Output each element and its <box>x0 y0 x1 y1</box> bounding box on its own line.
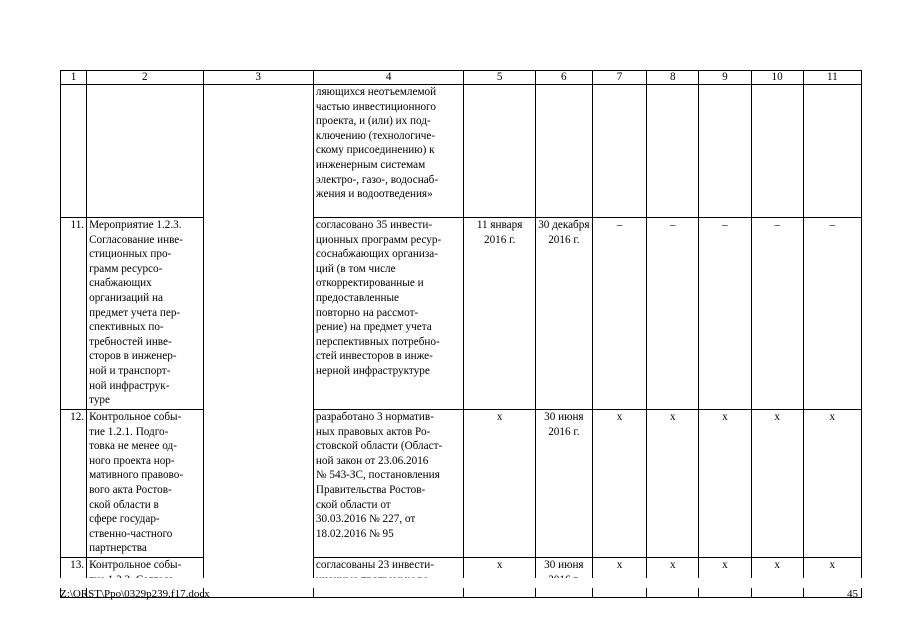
page-number: 45 <box>847 588 858 600</box>
event-name: Контрольное собы- тие 1.2.1. Подго- товка не менее од- ного проекта нор- мативного правово- вого акта Ростов- ской области в сфере государ- ственно-частного партнерства <box>87 410 203 558</box>
event-name <box>87 85 203 218</box>
value-7 <box>592 85 646 218</box>
value-10: х <box>751 410 803 558</box>
responsible-executor-cell <box>203 85 313 598</box>
value-8 <box>647 85 699 218</box>
value-9 <box>699 85 751 218</box>
end-date: 30 июня 2016 г. <box>535 410 592 558</box>
col-header-10: 10 <box>751 71 803 85</box>
value-10 <box>751 85 803 218</box>
value-7: – <box>592 218 646 410</box>
col-header-3: 3 <box>203 71 313 85</box>
value-7: х <box>592 558 646 598</box>
table-row <box>61 85 862 218</box>
table-row <box>61 410 862 558</box>
value-9: х <box>699 558 751 598</box>
value-8: х <box>647 410 699 558</box>
row-number: 12. <box>61 410 87 558</box>
event-name: Контрольное собы- <box>87 558 203 598</box>
col-header-1: 1 <box>61 71 87 85</box>
value-9: х <box>699 410 751 558</box>
file-path: Z:\ORST\Ppo\0329p239.f17.docx <box>60 588 210 600</box>
col-header-8: 8 <box>647 71 699 85</box>
row-number: 13. <box>61 558 87 598</box>
row-number <box>61 85 87 218</box>
col-header-9: 9 <box>699 71 751 85</box>
value-9: – <box>699 218 751 410</box>
col-header-11: 11 <box>803 71 861 85</box>
col-header-2: 2 <box>87 71 203 85</box>
result-text: разработано 3 норматив- ных правовых актов Ро- стовской области (Област- ной закон от 23.06.2016 № 543-ЗС, постановления Правительства Ростов- ской области от 30.03.2016 № 227, от 18.02.2016 № 95 <box>313 410 464 558</box>
start-date: 11 января 2016 г. <box>464 218 535 410</box>
value-11 <box>803 85 861 218</box>
end-date: 30 декабря 2016 г. <box>535 218 592 410</box>
page-bottom-margin <box>0 578 905 588</box>
event-name: Мероприятие 1.2.3. Согласование инве- стиционных про- грамм ресурсо- снабжающих организаций на предмет учета пер- спективных по- требностей инве- сторов в инженер- ной и транспорт- ной инфраструк- туре <box>87 218 203 410</box>
end-date <box>535 85 592 218</box>
col-header-7: 7 <box>592 71 646 85</box>
value-11: х <box>803 558 861 598</box>
result-text: ляющихся неотъемлемой частью инвестиционного проекта, и (или) их под- ключению (технологиче- скому присоединению) к инженерным системам электро-, газо-, водоснаб- жения и водоотведения» <box>313 85 464 218</box>
table-row <box>61 218 862 410</box>
value-7: х <box>592 410 646 558</box>
result-text: согласованы 23 инвести- <box>313 558 464 598</box>
start-date: х <box>464 558 535 598</box>
column-number-row <box>61 71 862 85</box>
value-8: х <box>647 558 699 598</box>
row-number: 11. <box>61 218 87 410</box>
col-header-6: 6 <box>535 71 592 85</box>
value-11: х <box>803 410 861 558</box>
start-date: х <box>464 410 535 558</box>
value-11: – <box>803 218 861 410</box>
start-date <box>464 85 535 218</box>
end-date: 30 июня <box>535 558 592 598</box>
value-10: х <box>751 558 803 598</box>
col-header-4: 4 <box>313 71 464 85</box>
value-10: – <box>751 218 803 410</box>
value-8: – <box>647 218 699 410</box>
result-text: согласовано 35 инвести- ционных программ ресур- соснабжающих организа- ций (в том числе откорректированные и предоставленные повторно на рассмот- рение) на предмет учета перспективных потребно- стей инвесторов в инже- нерной инфраструктуре <box>313 218 464 410</box>
col-header-5: 5 <box>464 71 535 85</box>
plan-table <box>60 70 862 598</box>
